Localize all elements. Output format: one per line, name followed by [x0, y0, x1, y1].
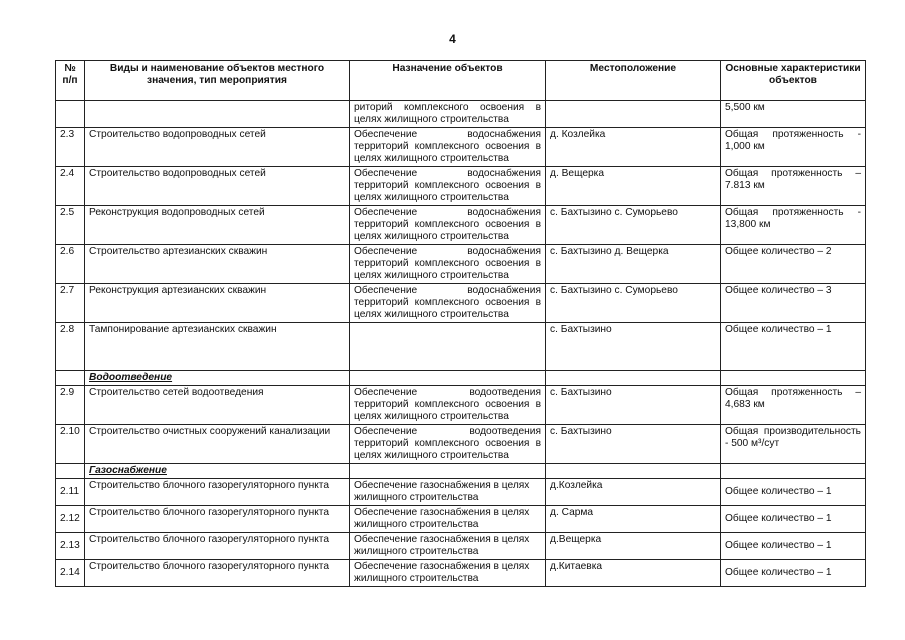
section-row-sewer	[56, 371, 866, 386]
table-row	[56, 128, 866, 167]
cell-num: 2.12	[56, 506, 85, 533]
table-row	[56, 386, 866, 425]
cell-purpose: Обеспечение газоснабжения в целях жилищного строительства	[350, 560, 546, 587]
cell-purpose: Обеспечение водоотведения территорий комплексного освоения в целях жилищного строительства	[350, 386, 546, 425]
cell-characteristics: Общая протяженность – 4,683 км	[721, 386, 866, 425]
table-row	[56, 167, 866, 206]
header-num: № п/п	[56, 61, 85, 101]
header-purpose: Назначение объектов	[350, 61, 546, 101]
cell-location: с. Бахтызино	[546, 386, 721, 425]
cell-type: Строительство блочного газорегуляторного пункта	[85, 533, 350, 560]
cell-num: 2.5	[56, 206, 85, 245]
cell-characteristics	[721, 371, 866, 386]
cell-num: 2.3	[56, 128, 85, 167]
cell-characteristics: Общее количество – 1	[721, 533, 866, 560]
cell-location: с. Бахтызино с. Суморьево	[546, 206, 721, 245]
cell-location: д.Китаевка	[546, 560, 721, 587]
cell-type: Строительство блочного газорегуляторного пункта	[85, 506, 350, 533]
cell-purpose: Обеспечение водоснабжения территорий комплексного освоения в целях жилищного строительства	[350, 167, 546, 206]
header-type: Виды и наименование объектов местного значения, тип мероприятия	[85, 61, 350, 101]
cell-location: с. Бахтызино д. Вещерка	[546, 245, 721, 284]
cell-type: Строительство блочного газорегуляторного пункта	[85, 479, 350, 506]
cell-characteristics: 5,500 км	[721, 101, 866, 128]
cell-type: Строительство очистных сооружений канализации	[85, 425, 350, 464]
header-location: Местоположение	[546, 61, 721, 101]
cell-purpose: Обеспечение газоснабжения в целях жилищного строительства	[350, 506, 546, 533]
cell-location: с. Бахтызино	[546, 425, 721, 464]
cell-location	[546, 464, 721, 479]
cell-type: Строительство водопроводных сетей	[85, 167, 350, 206]
cell-characteristics: Общее количество – 1	[721, 560, 866, 587]
cell-location: с. Бахтызино	[546, 323, 721, 371]
cell-num: 2.7	[56, 284, 85, 323]
cell-num: 2.13	[56, 533, 85, 560]
table-row	[56, 560, 866, 587]
table-row	[56, 533, 866, 560]
cell-num: 2.6	[56, 245, 85, 284]
cell-characteristics: Общая протяженность - 1,000 км	[721, 128, 866, 167]
cell-purpose: Обеспечение газоснабжения в целях жилищного строительства	[350, 479, 546, 506]
section-title-gas: Газоснабжение	[85, 464, 350, 479]
cell-location: д.Козлейка	[546, 479, 721, 506]
table-row	[56, 206, 866, 245]
cell-purpose: Обеспечение водоснабжения территорий комплексного освоения в целях жилищного строительства	[350, 245, 546, 284]
cell-location: с. Бахтызино с. Суморьево	[546, 284, 721, 323]
cell-purpose	[350, 323, 546, 371]
cell-num: 2.4	[56, 167, 85, 206]
cell-characteristics	[721, 464, 866, 479]
cell-characteristics: Общая протяженность – 7.813 км	[721, 167, 866, 206]
table-row	[56, 479, 866, 506]
cell-num: 2.8	[56, 323, 85, 371]
table-header-row	[56, 61, 866, 101]
table-row	[56, 506, 866, 533]
cell-purpose: Обеспечение газоснабжения в целях жилищного строительства	[350, 533, 546, 560]
header-characteristics: Основные характеристики объектов	[721, 61, 866, 101]
cell-type: Строительство водопроводных сетей	[85, 128, 350, 167]
cell-location	[546, 101, 721, 128]
cell-characteristics: Общая производительность - 500 м³/сут	[721, 425, 866, 464]
cell-type: Строительство артезианских скважин	[85, 245, 350, 284]
table-row	[56, 284, 866, 323]
cell-characteristics: Общее количество – 3	[721, 284, 866, 323]
table-row	[56, 245, 866, 284]
cell-type: Тампонирование артезианских скважин	[85, 323, 350, 371]
cell-num: 2.14	[56, 560, 85, 587]
cell-characteristics: Общее количество – 1	[721, 479, 866, 506]
table-row-continuation	[56, 101, 866, 128]
cell-characteristics: Общее количество – 1	[721, 323, 866, 371]
cell-location: д. Вещерка	[546, 167, 721, 206]
cell-type: Строительство сетей водоотведения	[85, 386, 350, 425]
cell-characteristics: Общая протяженность - 13,800 км	[721, 206, 866, 245]
cell-location: д. Сарма	[546, 506, 721, 533]
cell-type	[85, 101, 350, 128]
cell-location: д. Козлейка	[546, 128, 721, 167]
cell-type: Реконструкция водопроводных сетей	[85, 206, 350, 245]
cell-purpose	[350, 371, 546, 386]
cell-num	[56, 371, 85, 386]
cell-num	[56, 464, 85, 479]
cell-num: 2.9	[56, 386, 85, 425]
table-row	[56, 425, 866, 464]
cell-num: 2.10	[56, 425, 85, 464]
cell-characteristics: Общее количество – 2	[721, 245, 866, 284]
table-row	[56, 323, 866, 371]
cell-type: Строительство блочного газорегуляторного пункта	[85, 560, 350, 587]
objects-table	[55, 60, 866, 587]
cell-purpose: Обеспечение водоснабжения территорий комплексного освоения в целях жилищного строительства	[350, 206, 546, 245]
section-title-sewer: Водоотведение	[85, 371, 350, 386]
cell-location	[546, 371, 721, 386]
cell-purpose	[350, 464, 546, 479]
cell-purpose: Обеспечение водоснабжения территорий комплексного освоения в целях жилищного строительства	[350, 128, 546, 167]
cell-num	[56, 101, 85, 128]
cell-purpose: Обеспечение водоснабжения территорий комплексного освоения в целях жилищного строительства	[350, 284, 546, 323]
cell-location: д.Вещерка	[546, 533, 721, 560]
cell-purpose: Обеспечение водоотведения территорий комплексного освоения в целях жилищного строительства	[350, 425, 546, 464]
page-number: 4	[449, 32, 456, 46]
cell-purpose: риторий комплексного освоения в целях жилищного строительства	[350, 101, 546, 128]
cell-num: 2.11	[56, 479, 85, 506]
section-row-gas	[56, 464, 866, 479]
cell-type: Реконструкция артезианских скважин	[85, 284, 350, 323]
cell-characteristics: Общее количество – 1	[721, 506, 866, 533]
